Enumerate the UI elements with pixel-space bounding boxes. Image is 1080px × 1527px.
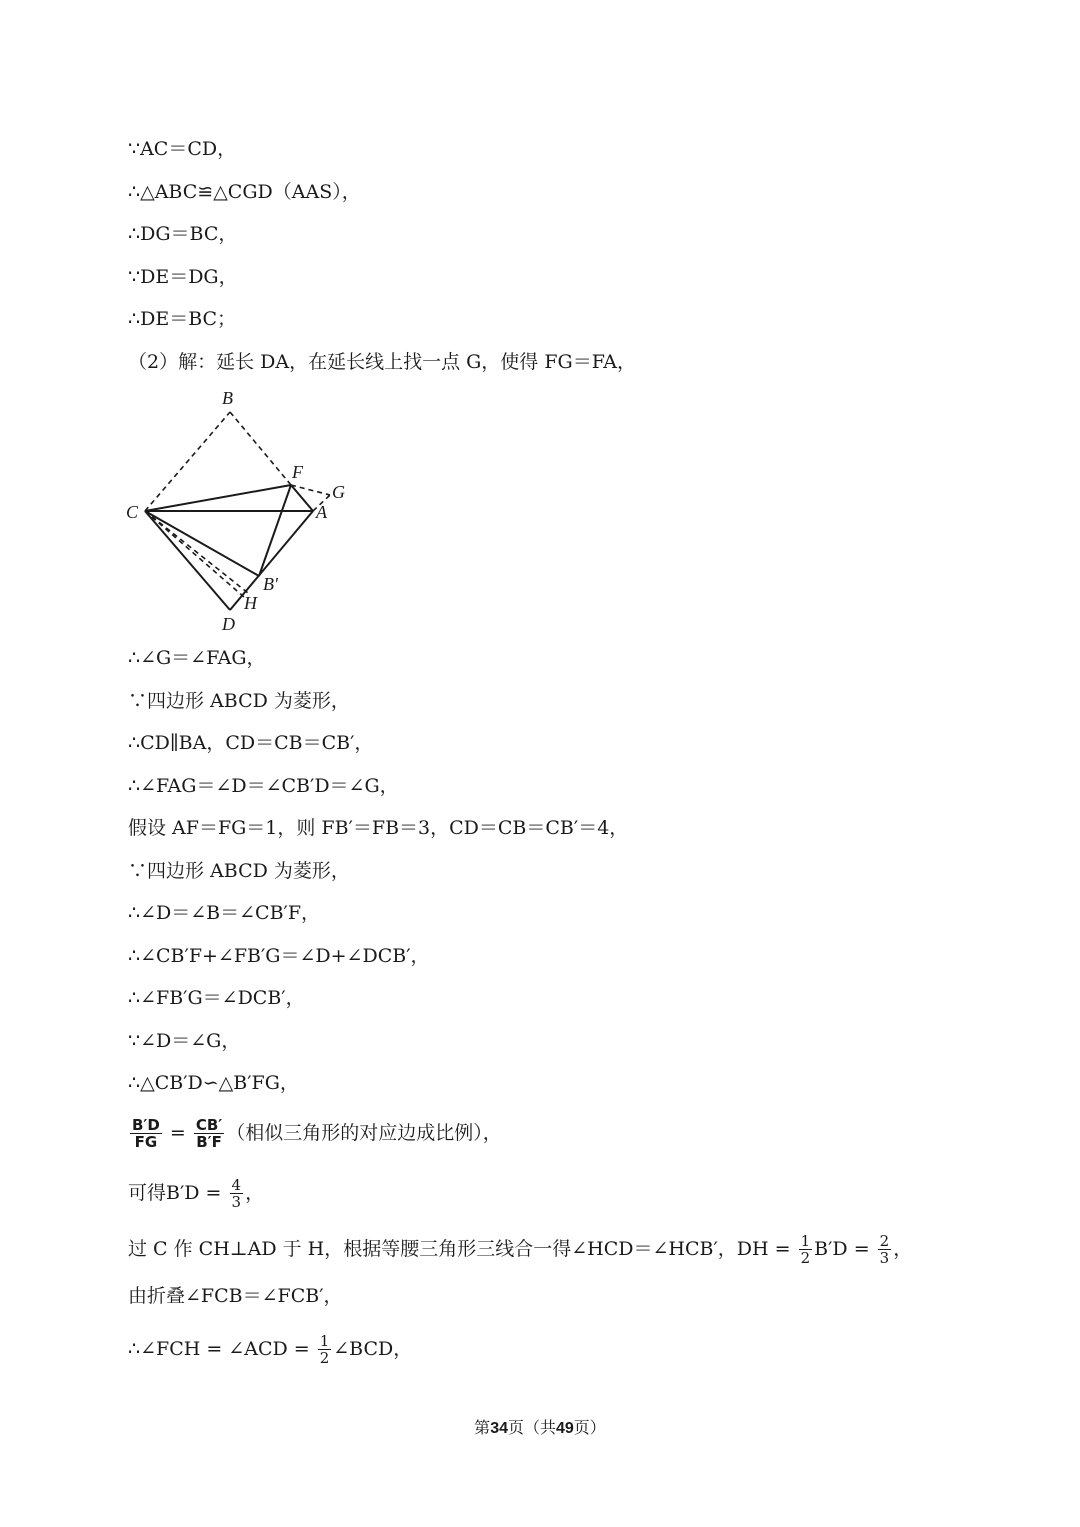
dashed-FG [291, 485, 330, 495]
label-D: D [222, 614, 235, 634]
dashed-CH-2 [145, 511, 244, 597]
label-B-prime: B′ [263, 574, 278, 594]
proof-line-8: ∵四边形 ABCD 为菱形， [128, 690, 350, 712]
proof-line-12: ∵四边形 ABCD 为菱形， [128, 860, 350, 882]
label-F: F [292, 462, 303, 482]
segment-CD [145, 511, 230, 610]
dashed-BF [230, 412, 291, 485]
fraction-2-3: $\frac{2}{3}$ [879, 1231, 890, 1267]
fraction-CB-BF: $\frac{CB'}{B'F}$ [195, 1115, 223, 1151]
angle-fch-line: ∴∠FCH = ∠ACD = $\frac{1}{2}$ ∠BCD， [128, 1331, 413, 1367]
label-G: G [332, 482, 345, 502]
result-BD-line: 可得B′D = $\frac{4}{3}$ ， [128, 1175, 265, 1211]
segment-CB-prime [145, 511, 259, 576]
fraction-1-2-b: $\frac{1}{2}$ [319, 1331, 330, 1367]
proof-line-9: ∴CD∥BA，CD＝CB＝CB′， [128, 732, 374, 754]
proof-line-14: ∴∠CB′F+∠FB′G＝∠D+∠DCB′， [128, 945, 430, 967]
fraction-4-3: $\frac{4}{3}$ [231, 1175, 242, 1211]
segment-FA [291, 485, 313, 511]
proof-line-4: ∵DE＝DG， [128, 266, 238, 288]
dashed-CB [145, 412, 230, 511]
fraction-BD-FG: $\frac{B'D}{FG}$ [132, 1115, 160, 1151]
proof-line-16: ∵∠D＝∠G， [128, 1030, 241, 1052]
label-B: B [222, 388, 233, 408]
segment-FB-prime [259, 485, 291, 576]
page-footer: 第34页（共49页） [474, 1418, 606, 1437]
fold-line: 由折叠∠FCB＝∠FCB′， [128, 1285, 343, 1307]
dashed-CH [145, 511, 248, 593]
proof-line-3: ∴DG＝BC， [128, 223, 238, 245]
segment-CF [145, 485, 291, 511]
label-H: H [244, 593, 257, 613]
proof-line-1: ∵AC＝CD， [128, 138, 237, 160]
proof-line-15: ∴∠FB′G＝∠DCB′， [128, 987, 305, 1009]
perpendicular-line: 过 C 作 CH⊥AD 于 H，根据等腰三角形三线合一得∠HCD＝∠HCB′，DH = $\frac{1}{2}$ B′D = $\frac{2}{3}$ ， [128, 1231, 913, 1267]
proof-line-7: ∴∠G＝∠FAG， [128, 647, 266, 669]
proof-line-5: ∴DE＝BC； [128, 308, 237, 330]
proof-line-11: 假设 AF＝FG＝1，则 FB′＝FB＝3，CD＝CB＝CB′＝4， [128, 817, 629, 839]
proof-line-17: ∴△CB′D∽△B′FG， [128, 1072, 299, 1094]
proof-line-13: ∴∠D＝∠B＝∠CB′F， [128, 902, 321, 924]
proof-line-2: ∴△ABC≌△CGD（AAS）， [128, 181, 361, 203]
label-C: C [126, 502, 139, 522]
segment-AD [230, 511, 313, 610]
label-A: A [316, 502, 327, 522]
part-2-intro: （2）解：延长 DA，在延长线上找一点 G，使得 FG＝FA， [128, 351, 636, 373]
rhombus-fold-figure [120, 385, 360, 640]
proof-line-10: ∴∠FAG＝∠D＝∠CB′D＝∠G， [128, 775, 399, 797]
fraction-1-2: $\frac{1}{2}$ [800, 1231, 811, 1267]
proportion-line: $\frac{B'D}{FG}$ = $\frac{CB'}{B'F}$ （相似三角形的对应边成比例）， [132, 1115, 502, 1151]
